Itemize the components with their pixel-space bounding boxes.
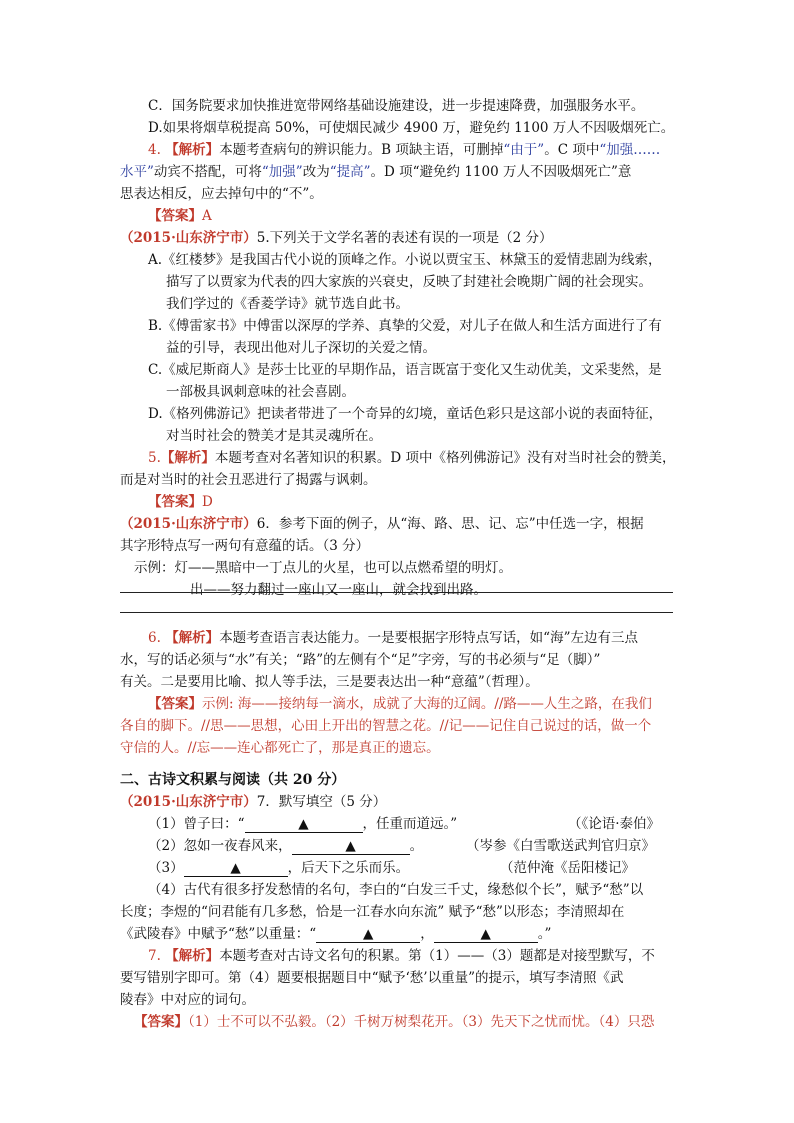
q7-item1-blank[interactable] <box>245 816 363 833</box>
q6-answer-line3: 守信的人。//忘——连心都死亡了，那是真正的遗忘。 <box>120 740 440 756</box>
q7-item4-text-b: ， <box>420 926 434 942</box>
q6-stem-line2: 其字形特点写一两句有意蕴的话。（3 分） <box>120 538 370 554</box>
q4-option-c: C．国务院要求加快推进宽带网络基础设施建设，进一步提速降费，加强服务水平。 <box>148 98 645 114</box>
q7-item4-line3 <box>120 924 551 944</box>
section2-heading: 二、古诗文积累与阅读（共 20 分） <box>120 772 346 788</box>
q6-example2: 出——努力翻过一座山又一座山，就会找到出路。 <box>190 582 487 598</box>
q6-example1: 示例：灯——黑暗中一丁点儿的火星，也可以点燃希望的明灯。 <box>134 560 512 576</box>
q7-item4-line2: 长度；李煜的“问君能有几多愁，恰是一江春水向东流” 赋予“愁”以形态；李清照却在 <box>120 904 625 920</box>
q4-analysis-line1 <box>148 140 660 160</box>
q5-option-b2: 益的引导，表现出他对儿子深切的关爱之情。 <box>166 340 436 356</box>
q6-answer-line2: 各自的脚下。//思——思想，心田上开出的智慧之花。//记——记住自己说过的话，做一个 <box>120 718 652 734</box>
q6-analysis-line3: 有关。二是要用比喻、拟人等手法，三是要表达出一种“意蕴”（哲理）。 <box>120 674 539 690</box>
q4-analysis-tag: 【解析】 <box>165 142 220 158</box>
q6-analysis-tag: 【解析】 <box>165 630 220 646</box>
q7-analysis-line1 <box>148 946 655 966</box>
q6-answer-line1 <box>148 694 652 714</box>
q7-item1-text-a: （1）曾子曰：“ <box>148 816 245 832</box>
q6-analysis-number: 6. <box>148 630 161 646</box>
q4-analysis-quote-c: 水平” <box>120 164 154 180</box>
q5-analysis-tag: 【解析】 <box>160 450 215 466</box>
q7-analysis-text: 本题考查对古诗文名句的积累。第（1）——（3）题都是对接型默写，不 <box>219 948 655 964</box>
q4-analysis-line2 <box>120 162 631 182</box>
q4-answer-value: A <box>202 208 212 224</box>
triangle-icon: ▲ <box>480 926 491 942</box>
q7-item1 <box>148 814 457 834</box>
q5-option-c1: C.《威尼斯商人》是莎士比亚的早期作品，语言既富于变化又生动优美，文采斐然，是 <box>148 362 662 378</box>
answer-line-2 <box>120 612 673 613</box>
q7-item1-text-b: ，任重而道远。” <box>362 816 458 832</box>
q4-analysis-quote-b: “加强…… <box>599 142 661 158</box>
q7-item4-blank-a[interactable] <box>316 926 420 943</box>
triangle-icon: ▲ <box>298 816 309 832</box>
q4-option-d: D.如果将烟草税提高 50%，可使烟民减少 4900 万，避免约 1100 万人不因吸烟死亡。 <box>148 120 675 136</box>
q7-answer <box>134 1012 654 1032</box>
q5-answer-value: D <box>202 494 213 510</box>
q7-answer-tag: 【答案】 <box>134 1014 188 1030</box>
q7-item3-text-b: ，后天下之乐而乐。 <box>287 860 410 876</box>
q5-analysis-line2: 而是对当时的社会丑恶进行了揭露与讽刺。 <box>120 472 377 488</box>
q4-analysis-quote-e: “提高” <box>329 164 371 180</box>
q6-stem-line1 <box>120 514 644 534</box>
q5-option-b1: B.《傅雷家书》中傅雷以深厚的学养、真挚的父爱，对儿子在做人和生活方面进行了有 <box>148 318 662 334</box>
q6-analysis-line2: 水，写的话必须与“水”有关；“路”的左侧有个“足”字旁，写的书必须与“足（脚）” <box>120 652 601 668</box>
q7-stem-text: 7．默写填空（5 分） <box>256 794 387 810</box>
q4-analysis-text-c: 动宾不搭配，可将 <box>153 164 262 180</box>
q4-analysis-quote-d: “加强” <box>261 164 303 180</box>
q7-item2-blank[interactable] <box>292 838 410 855</box>
q4-analysis-line3: 思表达相反，应去掉句中的“不”。 <box>120 186 323 202</box>
q7-analysis-line2: 要写错别字即可。第（4）题要根据题目中“赋予‘愁’以重量”的提示，填写李清照《武 <box>120 970 624 986</box>
q5-option-d1: D.《格列佛游记》把读者带进了一个奇异的幻境，童话色彩只是这部小说的表面特征， <box>148 406 663 422</box>
q7-analysis-tag: 【解析】 <box>165 948 220 964</box>
q6-answer-tag: 【答案】 <box>148 696 202 712</box>
triangle-icon: ▲ <box>345 838 356 854</box>
triangle-icon: ▲ <box>363 926 374 942</box>
q7-item2-source: （岑参《白雪歌送武判官归京》 <box>466 838 655 854</box>
q7-answer-text: （1）士不可以不弘毅。（2）千树万树梨花开。（3）先天下之忧而忧。（4）只恐 <box>188 1014 655 1030</box>
q7-analysis-line3: 陵春》中对应的词句。 <box>120 992 255 1008</box>
q6-analysis-line1 <box>148 628 638 648</box>
q5-answer <box>148 492 213 512</box>
q5-stem-text: 5.下列关于文学名著的表述有误的一项是（2 分） <box>256 230 553 246</box>
q5-option-c2: 一部极具讽刺意味的社会喜剧。 <box>166 384 355 400</box>
triangle-icon: ▲ <box>230 860 241 876</box>
q7-item2-text-a: （2）忽如一夜春风来， <box>148 838 292 854</box>
q4-answer <box>148 206 212 226</box>
q5-analysis-line1 <box>148 448 676 468</box>
q5-analysis-text: 本题考查对名著知识的积累。D 项中《格列佛游记》没有对当时社会的赞美， <box>214 450 676 466</box>
q7-item3 <box>148 858 409 878</box>
q6-answer-text: 示例: 海——接纳每一滴水，成就了大海的辽阔。//路——人生之路，在我们 <box>202 696 652 712</box>
q7-item2 <box>148 836 423 856</box>
q5-answer-tag: 【答案】 <box>148 494 202 510</box>
q7-item4-text-c: 。” <box>537 926 552 942</box>
q7-item4-text-a: 《武陵春》中赋予“愁”以重量：“ <box>120 926 317 942</box>
q4-analysis-text-e: 。D 项“避免约 1100 万人不因吸烟死亡”意 <box>370 164 632 180</box>
q4-analysis-number: 4. <box>148 142 161 158</box>
q6-analysis-text: 本题考查语言表达能力。一是要根据字形特点写话，如“海”左边有三点 <box>219 630 638 646</box>
q7-item3-text-a: （3） <box>148 860 184 876</box>
q4-analysis-text-a: 本题考查病句的辨识能力。B 项缺主语，可删掉 <box>219 142 504 158</box>
q7-item3-source: （范仲淹《岳阳楼记》 <box>500 860 635 876</box>
q7-analysis-number: 7. <box>148 948 161 964</box>
q7-item1-source: （《论语·泰伯》 <box>568 816 661 832</box>
q7-item4-line1: （4）古代有很多抒发愁情的名句，李白的“白发三千丈，缘愁似个长”，赋予“愁”以 <box>148 882 644 898</box>
q6-stem-text: 6．参考下面的例子，从“海、路、思、记、忘”中任选一字，根据 <box>256 516 644 532</box>
q7-stem <box>120 792 386 812</box>
q5-option-a1: A.《红楼梦》是我国古代小说的顶峰之作。小说以贾宝玉、林黛玉的爱情悲剧为线索， <box>148 252 662 268</box>
q5-option-d2: 对当时社会的赞美才是其灵魂所在。 <box>166 428 382 444</box>
q5-option-a2: 描写了以贾家为代表的四大家族的兴衰史，反映了封建社会晚期广阔的社会现实。 <box>166 274 652 290</box>
q7-item4-blank-b[interactable] <box>434 926 538 943</box>
q7-source: （2015·山东济宁市） <box>120 794 257 810</box>
q5-option-a3: 我们学过的《香菱学诗》就节选自此书。 <box>166 296 409 312</box>
q4-analysis-text-d: 改为 <box>302 164 330 180</box>
q5-stem <box>120 228 553 248</box>
q6-source: （2015·山东济宁市） <box>120 516 257 532</box>
q4-analysis-quote-a: “由于” <box>503 142 545 158</box>
q5-analysis-number: 5. <box>148 450 161 466</box>
q4-answer-tag: 【答案】 <box>148 208 202 224</box>
q5-source: （2015·山东济宁市） <box>120 230 257 246</box>
answer-line-1 <box>120 592 673 593</box>
q4-analysis-text-b: 。C 项中 <box>544 142 600 158</box>
q7-item2-text-b: 。 <box>409 838 424 854</box>
q7-item3-blank[interactable] <box>184 860 288 877</box>
